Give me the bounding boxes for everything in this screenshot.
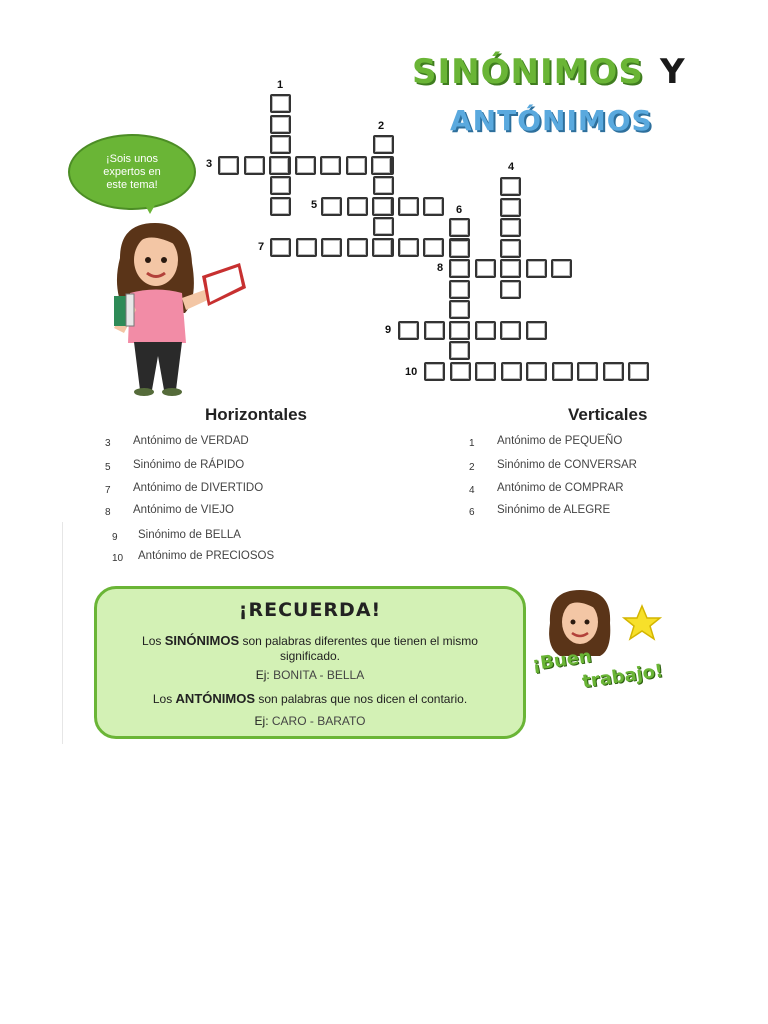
crossword-number-8: 8 <box>437 262 444 274</box>
reminder-text: Los <box>152 692 173 706</box>
reminder-text: son palabras que nos dicen el contario. <box>258 692 468 706</box>
clue-v-number: 1 <box>469 438 475 449</box>
crossword-cell[interactable] <box>270 238 291 257</box>
crossword-cell[interactable] <box>321 238 342 257</box>
clue-h-number: 5 <box>105 462 111 473</box>
crossword-cell[interactable] <box>449 300 470 319</box>
crossword-cell[interactable] <box>423 238 444 257</box>
crossword-cell[interactable] <box>500 218 521 237</box>
crossword-cell[interactable] <box>321 197 342 216</box>
crossword-cell[interactable] <box>577 362 598 381</box>
crossword-cell[interactable] <box>603 362 624 381</box>
crossword-number-3: 3 <box>206 158 213 170</box>
teacher-avatar-small-illustration <box>540 588 670 658</box>
reminder-keyword-antonyms: ANTÓNIMOS <box>175 691 255 706</box>
crossword-number-2: 2 <box>378 120 385 132</box>
clue-h-number: 7 <box>105 485 111 496</box>
crossword-cell[interactable] <box>218 156 239 175</box>
crossword-cell[interactable] <box>628 362 649 381</box>
crossword-cell[interactable] <box>500 177 521 196</box>
clue-h-text: Antónimo de DIVERTIDO <box>133 482 264 494</box>
clue-h-text: Antónimo de PRECIOSOS <box>138 550 275 562</box>
crossword-cell[interactable] <box>269 156 290 175</box>
reminder-title: ¡RECUERDA! <box>238 599 382 621</box>
crossword-cell[interactable] <box>449 321 470 340</box>
crossword-cell[interactable] <box>501 362 522 381</box>
crossword-cell[interactable] <box>475 362 496 381</box>
crossword-cell[interactable] <box>551 259 572 278</box>
crossword-cell[interactable] <box>526 362 547 381</box>
crossword-cell[interactable] <box>295 156 316 175</box>
clue-h-number: 9 <box>112 532 118 543</box>
crossword-number-10: 10 <box>405 366 418 378</box>
reminder-synonym-line <box>97 633 523 648</box>
speech-bubble-text: ¡Sois unos expertos en este tema! <box>103 152 161 191</box>
crossword-cell[interactable] <box>475 259 496 278</box>
reminder-example-1 <box>97 668 523 682</box>
crossword-cell[interactable] <box>270 197 291 216</box>
vertical-heading: Verticales <box>568 405 648 424</box>
crossword-cell[interactable] <box>270 94 291 113</box>
title-connector: Y <box>660 52 685 92</box>
clue-v-number: 4 <box>469 485 475 496</box>
example-text: BONITA - BELLA <box>273 668 365 682</box>
crossword-cell[interactable] <box>526 259 547 278</box>
crossword-cell[interactable] <box>552 362 573 381</box>
clue-v-text: Sinónimo de ALEGRE <box>497 504 611 516</box>
crossword-cell[interactable] <box>500 239 521 258</box>
crossword-cell[interactable] <box>371 156 392 175</box>
crossword-cell[interactable] <box>270 115 291 134</box>
crossword-cell[interactable] <box>500 280 521 299</box>
crossword-cell[interactable] <box>500 321 521 340</box>
crossword-cell[interactable] <box>320 156 341 175</box>
clue-h-text: Antónimo de VERDAD <box>133 435 249 447</box>
reminder-text: Los <box>142 634 162 648</box>
clue-v-number: 2 <box>469 462 475 473</box>
crossword-cell[interactable] <box>373 135 394 154</box>
crossword-number-7: 7 <box>258 241 265 253</box>
crossword-cell[interactable] <box>398 197 419 216</box>
clue-h-number: 3 <box>105 438 111 449</box>
title-antonimos: ANTÓNIMOS <box>450 104 653 137</box>
crossword-cell[interactable] <box>372 238 393 257</box>
reminder-text: son palabras diferentes que tienen el mismo <box>242 634 478 648</box>
crossword-cell[interactable] <box>500 259 521 278</box>
crossword-cell[interactable] <box>373 217 394 236</box>
crossword-cell[interactable] <box>500 198 521 217</box>
crossword-cell[interactable] <box>398 321 419 340</box>
crossword-cell[interactable] <box>449 341 470 360</box>
crossword-cell[interactable] <box>372 197 393 216</box>
clue-h-text: Sinónimo de RÁPIDO <box>133 459 245 471</box>
crossword-cell[interactable] <box>450 362 471 381</box>
reminder-box <box>94 586 526 739</box>
speech-bubble-tail <box>140 196 160 214</box>
crossword-cell[interactable] <box>424 321 445 340</box>
crossword-cell[interactable] <box>424 362 445 381</box>
badge-buen: ¡Buen <box>530 645 593 676</box>
crossword-cell[interactable] <box>346 156 367 175</box>
crossword-cell[interactable] <box>449 280 470 299</box>
crossword-cell[interactable] <box>244 156 265 175</box>
reminder-antonym-line <box>97 691 523 706</box>
crossword-cell[interactable] <box>347 238 368 257</box>
example-text: CARO - BARATO <box>271 714 366 728</box>
crossword-cell[interactable] <box>423 197 444 216</box>
star-icon <box>624 606 660 639</box>
clue-v-number: 6 <box>469 507 475 518</box>
reminder-keyword-synonyms: SINÓNIMOS <box>164 633 240 648</box>
crossword-number-6: 6 <box>456 204 463 216</box>
crossword-cell[interactable] <box>449 239 470 258</box>
crossword-number-9: 9 <box>385 324 392 336</box>
crossword-cell[interactable] <box>347 197 368 216</box>
crossword-cell[interactable] <box>373 176 394 195</box>
page-edge-line <box>62 522 63 744</box>
clue-v-text: Sinónimo de CONVERSAR <box>497 459 637 471</box>
reminder-example-2 <box>97 714 523 728</box>
crossword-number-5: 5 <box>311 199 318 211</box>
crossword-cell[interactable] <box>475 321 496 340</box>
crossword-number-1: 1 <box>277 79 284 91</box>
clue-h-text: Antónimo de VIEJO <box>133 504 234 516</box>
teacher-avatar-illustration <box>100 218 250 398</box>
crossword-number-4: 4 <box>508 161 515 173</box>
crossword-cell[interactable] <box>449 259 470 278</box>
crossword-cell[interactable] <box>526 321 547 340</box>
clue-h-number: 10 <box>112 553 124 564</box>
clue-v-text: Antónimo de COMPRAR <box>497 482 624 494</box>
speech-bubble <box>68 134 196 210</box>
clue-v-text: Antónimo de PEQUEÑO <box>497 435 623 447</box>
example-label: Ej: <box>254 714 269 728</box>
reminder-synonym-line-2: significado. <box>279 649 341 663</box>
crossword-cell[interactable] <box>270 176 291 195</box>
crossword-cell[interactable] <box>270 135 291 154</box>
clue-h-text: Sinónimo de BELLA <box>138 529 241 541</box>
horizontal-heading: Horizontales <box>205 405 308 424</box>
badge-trabajo: trabajo! <box>580 660 665 693</box>
crossword-cell[interactable] <box>398 238 419 257</box>
example-label: Ej: <box>255 668 270 682</box>
title-sinonimos: SINÓNIMOS <box>412 52 644 92</box>
crossword-cell[interactable] <box>296 238 317 257</box>
crossword-cell[interactable] <box>449 218 470 237</box>
clue-h-number: 8 <box>105 507 111 518</box>
